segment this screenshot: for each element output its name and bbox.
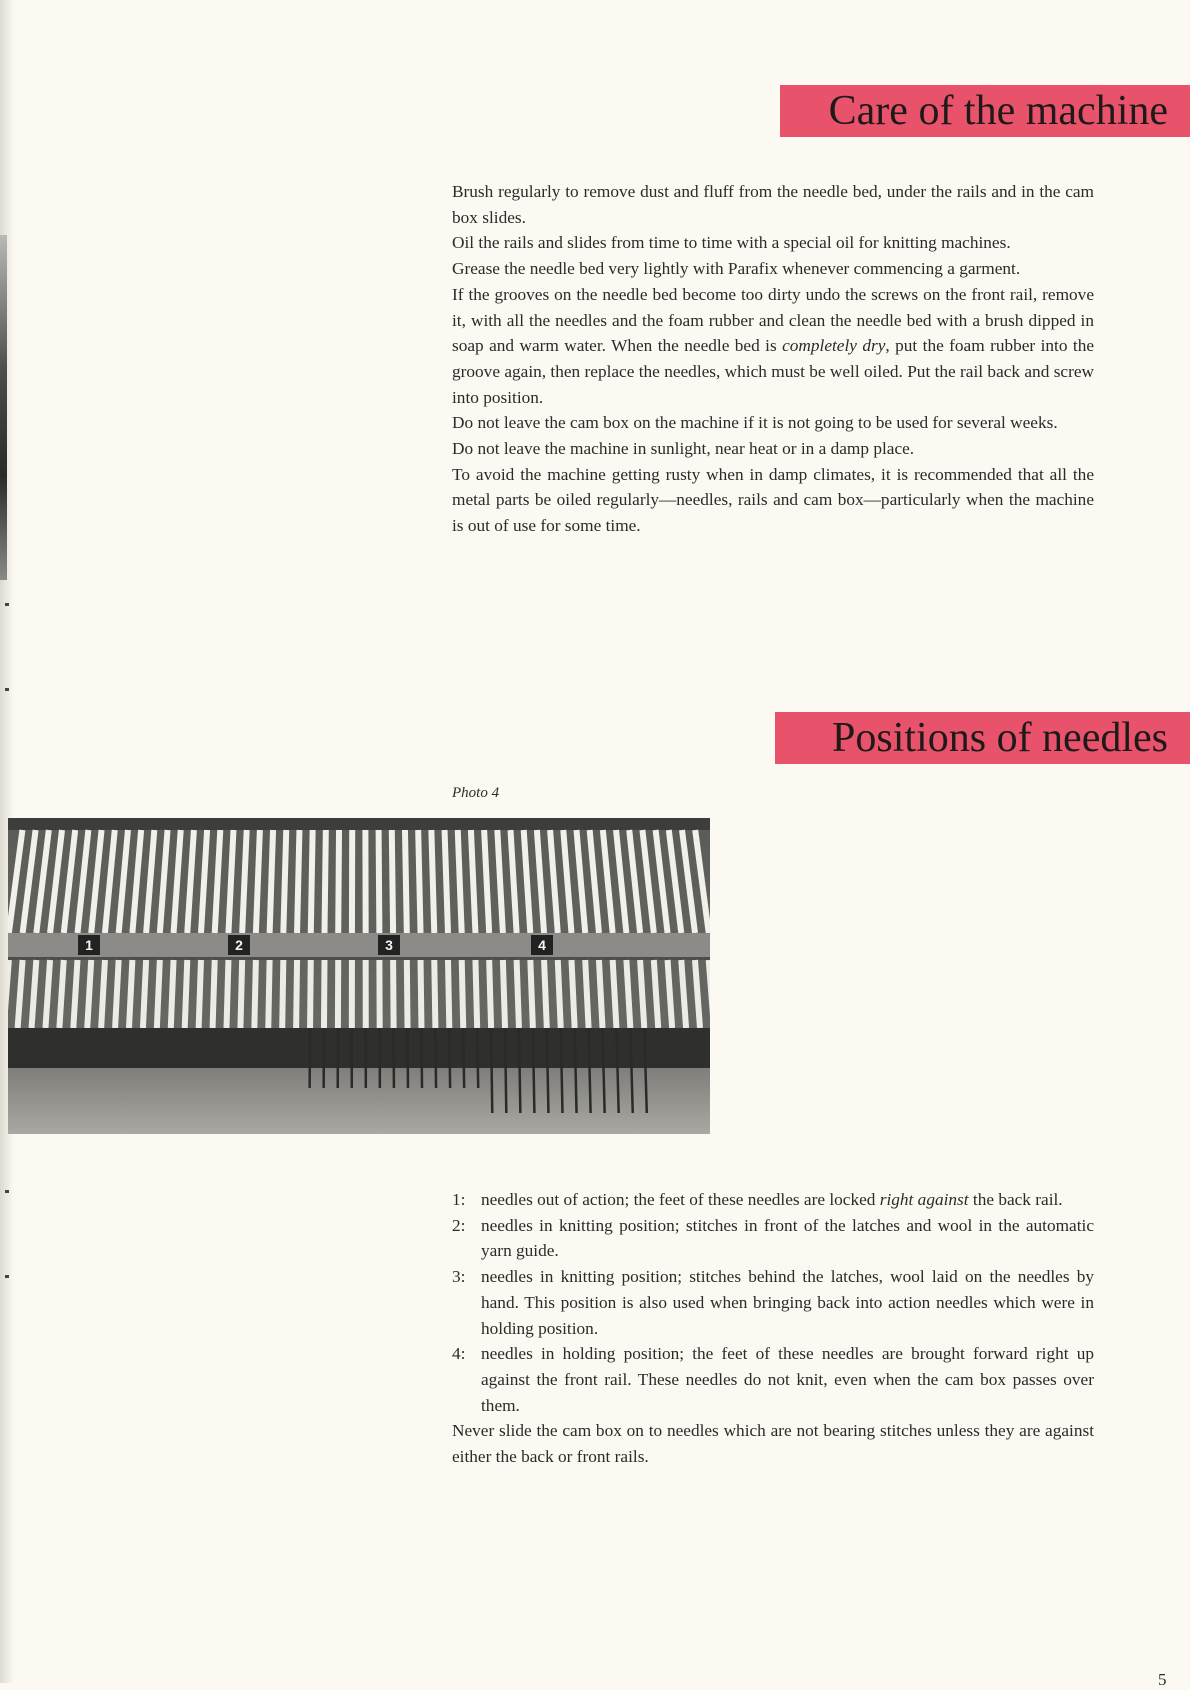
needle [324, 830, 325, 933]
edge-mark [5, 688, 9, 691]
needle [405, 830, 407, 933]
needle [489, 960, 491, 1028]
warning-note: Never slide the cam box on to needles which are not bearing stitches unless they are against either the back or front rails. [452, 1418, 1094, 1469]
needle [101, 960, 105, 1028]
needle [599, 960, 603, 1028]
needle [458, 830, 462, 933]
item-text: needles in knitting position; stitches behind the latches, wool laid on the needles by hand. This position is also used when bringing back into action needles which were in holding position. [481, 1267, 1094, 1337]
needle [431, 830, 434, 933]
needle [418, 830, 420, 933]
list-item [452, 1264, 1094, 1341]
needle [310, 960, 311, 1028]
needle [324, 960, 325, 1028]
needle-butt [561, 1028, 563, 1113]
needle [462, 960, 464, 1028]
needle-butt [421, 1028, 422, 1088]
list-item [452, 1213, 1094, 1264]
emphasis-text: completely dry [782, 336, 885, 355]
edge-mark [5, 1190, 9, 1193]
position-label-2 [228, 935, 250, 955]
label-text: 2 [235, 937, 243, 953]
needle [73, 960, 77, 1028]
needle-butt [491, 1028, 492, 1113]
needle [282, 960, 283, 1028]
needle [571, 960, 574, 1028]
item-number: 1: [452, 1187, 465, 1213]
photo-caption: Photo 4 [452, 785, 499, 802]
needle [544, 960, 547, 1028]
care-paragraph: Do not leave the machine in sunlight, near heat or in a damp place. [452, 436, 1094, 462]
edge-mark [5, 603, 9, 606]
care-paragraph: Brush regularly to remove dust and fluff from the needle bed, under the rails and in the cam box slides. [452, 179, 1094, 230]
needle [213, 960, 215, 1028]
needle [157, 960, 160, 1028]
needle [448, 960, 449, 1028]
needle [503, 960, 505, 1028]
care-paragraph-grooves [452, 282, 1094, 411]
list-item [452, 1187, 1094, 1213]
care-paragraph: Oil the rails and slides from time to time with a special oil for knitting machines. [452, 230, 1094, 256]
needle [199, 960, 201, 1028]
needle [297, 830, 299, 933]
item-number: 2: [452, 1213, 465, 1239]
item-text: needles in knitting position; stitches in front of the latches and wool in the automatic yarn guide. [481, 1216, 1094, 1261]
position-label-4 [531, 935, 553, 955]
position-label-3 [378, 935, 400, 955]
needle [407, 960, 408, 1028]
needle [558, 960, 561, 1028]
text-run: needles out of action; the feet of these needles are locked [481, 1190, 880, 1209]
needle [270, 830, 273, 933]
care-paragraph: To avoid the machine getting rusty when in damp climates, it is recommended that all the metal parts be oiled regularly—needles, rails and cam box—particularly when the machine is out of use for some time. [452, 462, 1094, 539]
needle-positions-list [452, 1187, 1094, 1470]
item-number: 4: [452, 1341, 465, 1367]
needle [640, 960, 644, 1028]
care-heading: Care of the machine [780, 85, 1190, 137]
needle [530, 960, 533, 1028]
list-item [452, 1341, 1094, 1418]
label-text: 3 [385, 937, 393, 953]
page-number: 5 [1158, 1670, 1167, 1690]
needle [379, 830, 380, 933]
care-paragraph: Grease the needle bed very lightly with Parafix whenever commencing a garment. [452, 256, 1094, 282]
needle [475, 960, 477, 1028]
needle [226, 960, 228, 1028]
needle [613, 960, 617, 1028]
needle [434, 960, 435, 1028]
needle [185, 960, 188, 1028]
needle-butt [533, 1028, 535, 1113]
needle [143, 960, 146, 1028]
item-number: 3: [452, 1264, 465, 1290]
text-run: the back rail. [969, 1190, 1063, 1209]
label-text: 1 [85, 937, 93, 953]
needle-butt [449, 1028, 450, 1088]
care-instructions [452, 179, 1094, 539]
needle [115, 960, 119, 1028]
needle [296, 960, 297, 1028]
needle [311, 830, 313, 933]
needle [626, 960, 630, 1028]
text-run: , put the foam rubber into the groove again, then replace the needles, which must be well oiled. Put the rail back and screw into position. [452, 336, 1094, 406]
needle [393, 960, 394, 1028]
needle [392, 830, 393, 933]
needle [445, 830, 448, 933]
position-label-1 [78, 935, 100, 955]
needle [254, 960, 256, 1028]
needle [240, 960, 242, 1028]
item-text: needles in holding position; the feet of these needles are brought forward right up against the front rail. These needles do not knit, even when the cam box passes over them. [481, 1344, 1094, 1414]
care-paragraph: Do not leave the cam box on the machine if it is not going to be used for several weeks. [452, 410, 1094, 436]
needle [338, 830, 339, 933]
needle [268, 960, 269, 1028]
emphasis-text: right against [880, 1190, 969, 1209]
needle-butt [547, 1028, 549, 1113]
label-text: 4 [538, 937, 546, 953]
needle [87, 960, 91, 1028]
needle [256, 830, 260, 933]
needle [283, 830, 286, 933]
positions-heading: Positions of needles [775, 712, 1190, 764]
needle-butt [519, 1028, 520, 1113]
needle-bed-illustration [8, 818, 710, 1134]
needle-butt [505, 1028, 506, 1113]
binding-edge-strip [0, 235, 7, 580]
needle [171, 960, 174, 1028]
needle [585, 960, 588, 1028]
needle-butt [435, 1028, 436, 1088]
needle-bed-photo [8, 818, 710, 1134]
text-run: If the grooves on the needle bed become too dirty undo the screws on the front rail, remove it, with all the needles and the foam rubber and clean the needle bed with a brush dipped in soap and warm water. When the needle bed is [452, 285, 1094, 355]
edge-mark [5, 1275, 9, 1278]
needle [421, 960, 422, 1028]
needle [129, 960, 132, 1028]
needle [517, 960, 519, 1028]
needle-butt [477, 1028, 478, 1088]
needle-butt [463, 1028, 464, 1088]
